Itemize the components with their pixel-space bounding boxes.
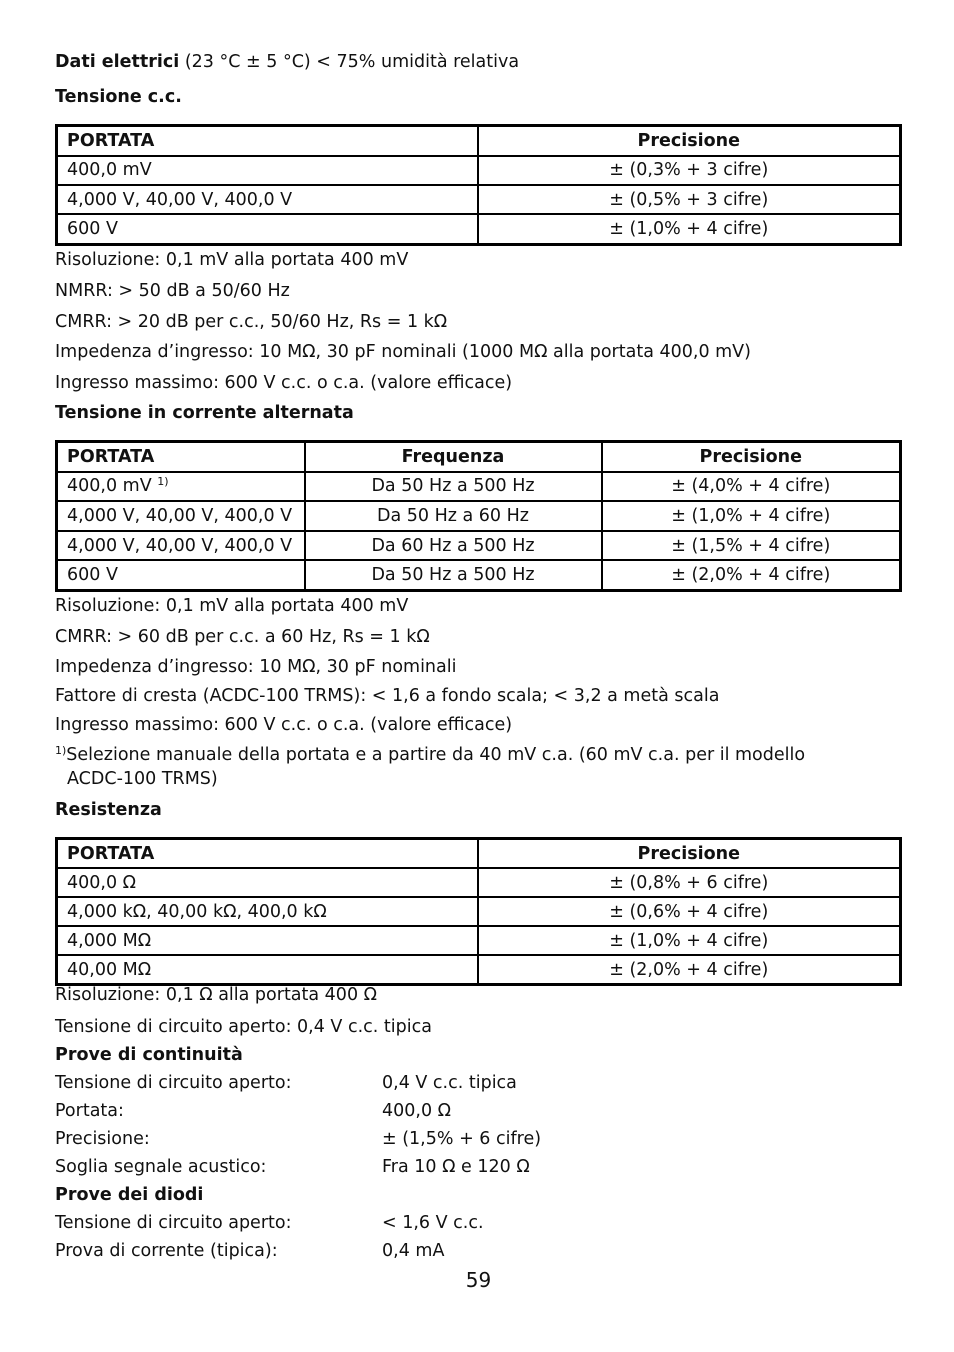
table-cell: 4,000 V, 40,00 V, 400,0 V (57, 531, 305, 561)
ac-note: CMRR: > 60 dB per c.c. a 60 Hz, Rs = 1 kΩ (55, 627, 430, 647)
table-cell: Da 50 Hz a 500 Hz (305, 472, 602, 502)
table-cell: ± (0,8% + 6 cifre) (478, 868, 901, 897)
table-cell: ± (0,5% + 3 cifre) (478, 185, 901, 214)
table-row (57, 472, 901, 502)
table-cell: ± (2,0% + 4 cifre) (602, 560, 901, 590)
res-note: Tensione di circuito aperto: 0,4 V c.c. tipica (55, 1017, 432, 1037)
table-cell: ± (2,0% + 4 cifre) (478, 955, 901, 985)
table-cell: ± (1,5% + 4 cifre) (602, 531, 901, 561)
table-row (57, 185, 901, 214)
spec-label: Precisione: (55, 1129, 150, 1149)
dc-note: Risoluzione: 0,1 mV alla portata 400 mV (55, 250, 409, 270)
header-cell: Frequenza (305, 442, 602, 472)
table-row (57, 531, 901, 561)
ac-note: Impedenza d’ingresso: 10 MΩ, 30 pF nominali (55, 657, 457, 677)
spec-value: 400,0 Ω (382, 1101, 452, 1121)
table-row (57, 156, 901, 185)
heading-bold: Dati elettrici (55, 52, 180, 72)
table-cell: 600 V (57, 214, 478, 244)
header-cell: PORTATA (57, 839, 478, 869)
footnote (55, 744, 805, 766)
heading-rest: (23 °C ± 5 °C) < 75% umidità relativa (179, 52, 520, 72)
header-cell: Precisione (478, 839, 901, 869)
page-number: 59 (465, 1268, 492, 1292)
spec-value: 0,4 mA (382, 1241, 445, 1261)
table-cell: ± (1,0% + 4 cifre) (478, 926, 901, 955)
table-row (57, 560, 901, 590)
spec-value: ± (1,5% + 6 cifre) (382, 1129, 542, 1149)
table-header-row (57, 442, 901, 472)
table-cell: 400,0 mV (57, 156, 478, 185)
table-cell: Da 50 Hz a 500 Hz (305, 560, 602, 590)
ac-note: Fattore di cresta (ACDC-100 TRMS): < 1,6 a fondo scala; < 3,2 a metà scala (55, 686, 720, 706)
res-title: Resistenza (55, 800, 162, 820)
table-cell: 4,000 MΩ (57, 926, 478, 955)
table-row (57, 868, 901, 897)
header-cell: Precisione (602, 442, 901, 472)
res-table (55, 837, 902, 986)
footnote-continuation: ACDC-100 TRMS) (67, 769, 218, 789)
table-cell: 600 V (57, 560, 305, 590)
table-cell: 4,000 V, 40,00 V, 400,0 V (57, 185, 478, 214)
footnote-ref: 1) (157, 475, 169, 489)
table-cell: ± (1,0% + 4 cifre) (602, 501, 901, 531)
table-cell: Da 60 Hz a 500 Hz (305, 531, 602, 561)
table-cell: 4,000 V, 40,00 V, 400,0 V (57, 501, 305, 531)
table-cell: ± (0,3% + 3 cifre) (478, 156, 901, 185)
dc-note: Ingresso massimo: 600 V c.c. o c.a. (valore efficace) (55, 373, 513, 393)
cell-text: 400,0 mV (67, 476, 152, 497)
table-cell: Da 50 Hz a 60 Hz (305, 501, 602, 531)
table-cell: 400,0 Ω (57, 868, 478, 897)
spec-label: Portata: (55, 1101, 124, 1121)
table-cell: ± (1,0% + 4 cifre) (478, 214, 901, 244)
dc-note: Impedenza d’ingresso: 10 MΩ, 30 pF nominali (1000 MΩ alla portata 400,0 mV) (55, 342, 751, 362)
header-cell: PORTATA (57, 126, 478, 156)
table-row (57, 501, 901, 531)
spec-label: Soglia segnale acustico: (55, 1157, 267, 1177)
table-cell: ± (4,0% + 4 cifre) (602, 472, 901, 502)
table-header-row (57, 839, 901, 869)
spec-value: Fra 10 Ω e 120 Ω (382, 1157, 530, 1177)
table-cell (57, 472, 305, 502)
diodes-title: Prove dei diodi (55, 1185, 204, 1205)
table-row (57, 897, 901, 926)
table-header-row (57, 126, 901, 156)
table-cell: ± (0,6% + 4 cifre) (478, 897, 901, 926)
header-cell: Precisione (478, 126, 901, 156)
res-note: Risoluzione: 0,1 Ω alla portata 400 Ω (55, 985, 378, 1005)
dc-table (55, 124, 902, 246)
spec-label: Tensione di circuito aperto: (55, 1073, 292, 1093)
table-cell: 4,000 kΩ, 40,00 kΩ, 400,0 kΩ (57, 897, 478, 926)
table-row (57, 955, 901, 985)
table-row (57, 926, 901, 955)
spec-label: Tensione di circuito aperto: (55, 1213, 292, 1233)
dc-title: Tensione c.c. (55, 87, 182, 107)
spec-label: Prova di corrente (tipica): (55, 1241, 278, 1261)
footnote-text: Selezione manuale della portata e a partire da 40 mV c.a. (60 mV c.a. per il modello (66, 745, 806, 765)
dc-note: NMRR: > 50 dB a 50/60 Hz (55, 281, 290, 301)
ac-title: Tensione in corrente alternata (55, 403, 354, 423)
spec-value: < 1,6 V c.c. (382, 1213, 484, 1233)
continuity-title: Prove di continuità (55, 1045, 243, 1065)
header-cell: PORTATA (57, 442, 305, 472)
ac-note: Risoluzione: 0,1 mV alla portata 400 mV (55, 596, 409, 616)
ac-note: Ingresso massimo: 600 V c.c. o c.a. (valore efficace) (55, 715, 513, 735)
footnote-mark: 1) (55, 744, 67, 757)
spec-value: 0,4 V c.c. tipica (382, 1073, 517, 1093)
ac-table (55, 440, 902, 592)
table-cell: 40,00 MΩ (57, 955, 478, 985)
section-heading (55, 51, 519, 73)
table-row (57, 214, 901, 244)
dc-note: CMRR: > 20 dB per c.c., 50/60 Hz, Rs = 1 kΩ (55, 312, 448, 332)
